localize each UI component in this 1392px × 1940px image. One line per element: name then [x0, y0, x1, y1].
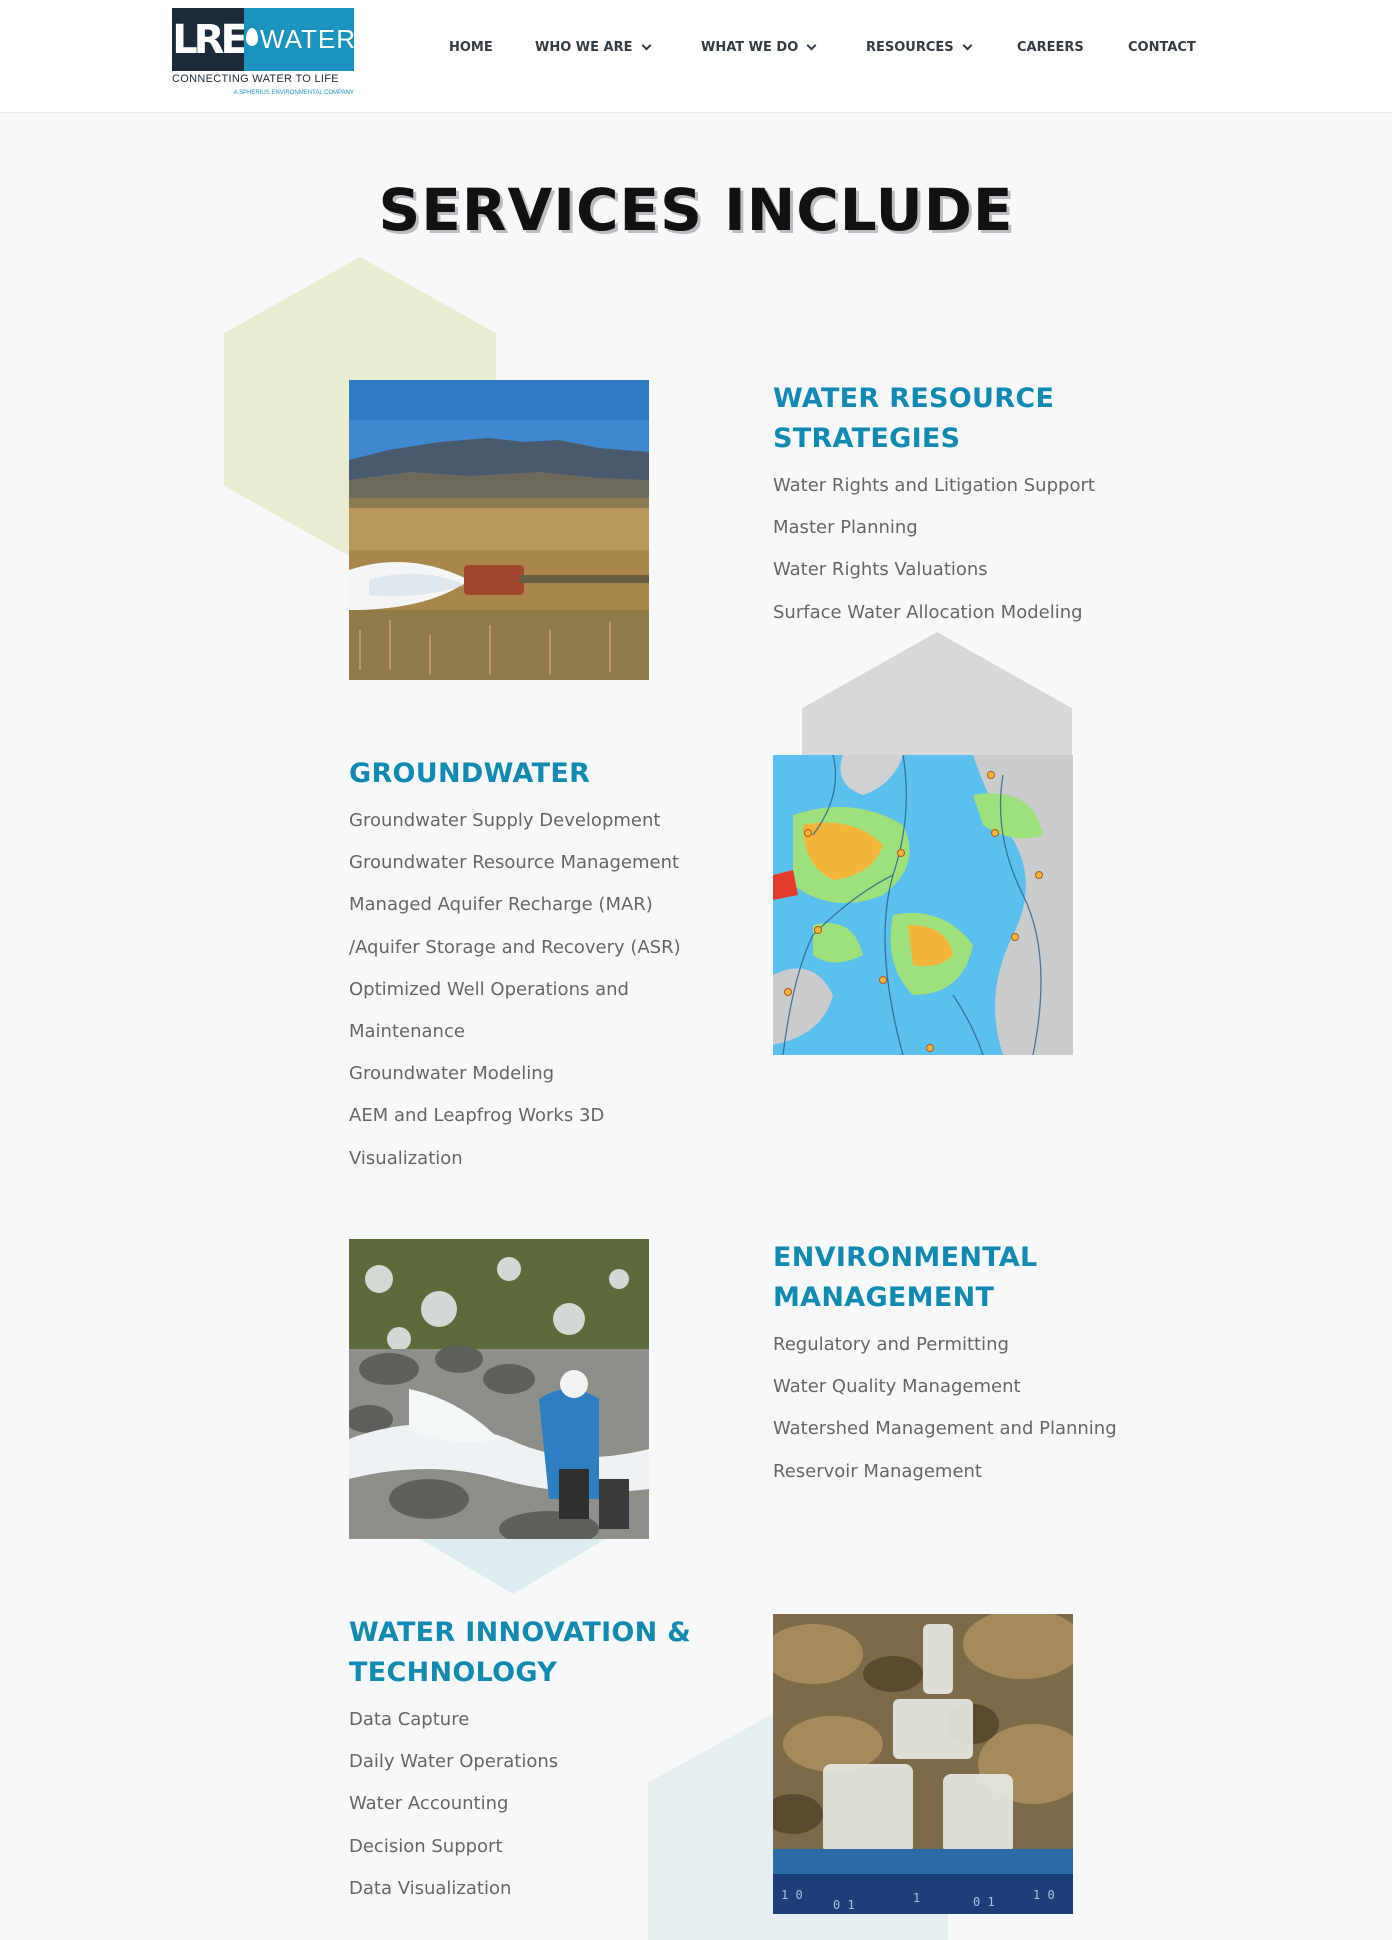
water-drop-icon	[246, 28, 258, 46]
nav-what-we-do-label: WHAT WE DO	[701, 40, 799, 55]
page-title: SERVICES INCLUDE	[378, 176, 1014, 244]
list-item: Watershed Management and Planning	[773, 1418, 1117, 1440]
service-water-resource-strategies	[773, 379, 1193, 634]
list-item: Master Planning	[773, 517, 918, 539]
list-item: Water Quality Management	[773, 1376, 1021, 1398]
nav-who-we-are-label: WHO WE ARE	[535, 40, 633, 55]
groundwater-map-image	[773, 755, 1073, 1055]
service-environmental-management	[773, 1238, 1193, 1493]
company-logo[interactable]	[172, 8, 354, 100]
site-header	[0, 0, 1392, 113]
service-title: WATER INNOVATION & TECHNOLOGY	[349, 1617, 692, 1688]
logo-water-text: WATER	[244, 8, 354, 71]
list-item: Data Visualization	[349, 1877, 512, 1899]
irrigation-field-image	[349, 380, 649, 680]
waterfall-data-image	[773, 1614, 1073, 1914]
list-item: Managed Aquifer Recharge (MAR)	[349, 894, 653, 916]
service-groundwater	[349, 754, 769, 1180]
service-water-innovation-technology	[349, 1613, 769, 1910]
list-item: Water Rights Valuations	[773, 559, 988, 581]
chevron-down-icon	[641, 41, 651, 51]
nav-resources[interactable]	[866, 40, 971, 55]
nav-careers-label: CAREERS	[1017, 40, 1084, 55]
list-item: Decision Support	[349, 1835, 503, 1857]
logo-subtitle: A SPHERIUS ENVIRONMENTAL COMPANY	[233, 90, 354, 96]
list-item: Surface Water Allocation Modeling	[773, 601, 1083, 623]
list-item: Visualization	[349, 1147, 463, 1169]
stream-sampling-image	[349, 1239, 649, 1539]
logo-lre-text: LRE	[172, 8, 244, 71]
service-title: GROUNDWATER	[349, 758, 591, 789]
list-item: Groundwater Supply Development	[349, 810, 661, 831]
svg-text:1: 1	[913, 1891, 921, 1905]
nav-careers[interactable]	[1017, 40, 1084, 55]
list-item: Water Rights and Litigation Support	[773, 475, 1095, 496]
service-title: WATER RESOURCE STRATEGIES	[773, 383, 1055, 454]
service-title: ENVIRONMENTAL MANAGEMENT	[773, 1242, 1038, 1313]
chevron-down-icon	[807, 41, 817, 51]
nav-home-label: HOME	[449, 40, 493, 55]
nav-contact-label: CONTACT	[1128, 40, 1196, 55]
list-item: /Aquifer Storage and Recovery (ASR)	[349, 936, 681, 958]
list-item: Groundwater Resource Management	[349, 852, 680, 874]
list-item: Groundwater Modeling	[349, 1063, 555, 1085]
nav-resources-label: RESOURCES	[866, 40, 954, 55]
svg-text:1 0: 1 0	[781, 1888, 803, 1902]
svg-text:1 0: 1 0	[1033, 1888, 1055, 1902]
nav-what-we-do[interactable]	[701, 40, 815, 55]
list-item: Optimized Well Operations and	[349, 978, 629, 1000]
list-item: Maintenance	[349, 1021, 465, 1043]
svg-text:0 1: 0 1	[833, 1898, 855, 1912]
list-item: Daily Water Operations	[349, 1751, 559, 1773]
nav-home[interactable]	[449, 40, 493, 55]
svg-text:0 1: 0 1	[973, 1895, 995, 1909]
nav-contact[interactable]	[1128, 40, 1196, 55]
list-item: AEM and Leapfrog Works 3D	[349, 1105, 605, 1127]
chevron-down-icon	[962, 41, 972, 51]
list-item: Regulatory and Permitting	[773, 1334, 1009, 1355]
list-item: Data Capture	[349, 1709, 470, 1730]
logo-tagline: CONNECTING WATER TO LIFE	[172, 73, 339, 85]
logo-mark	[172, 8, 354, 71]
list-item: Water Accounting	[349, 1793, 509, 1815]
list-item: Reservoir Management	[773, 1460, 982, 1482]
nav-who-we-are[interactable]	[535, 40, 650, 55]
